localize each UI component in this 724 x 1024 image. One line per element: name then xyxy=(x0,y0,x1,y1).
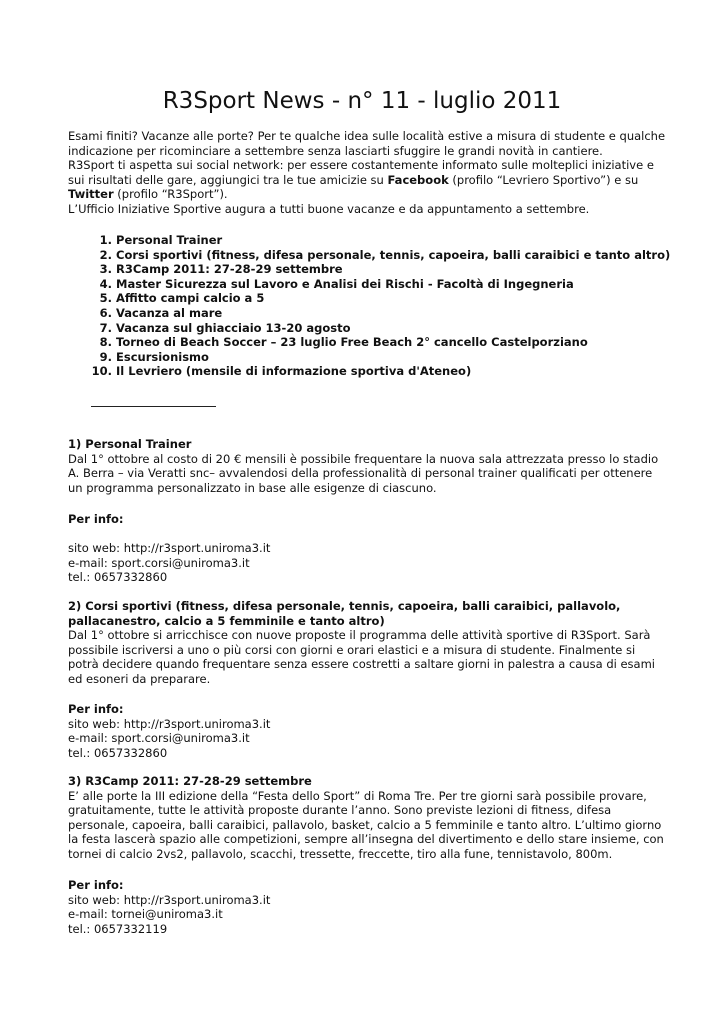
toc-item xyxy=(88,321,670,336)
toc-text: Vacanza sul ghiacciaio 13-20 agosto xyxy=(116,320,351,335)
toc-number: 8. xyxy=(99,335,112,350)
section-body: Dal 1° ottobre al costo di 20 € mensili è possibile frequentare la nuova sala attrezzata presso lo stadio A. Berra – via Veratti snc– avvalendosi della professionalità di personal trainer qualificati per ottenere un programma personalizzato in base alle esigenze di ciascuno. xyxy=(68,451,659,495)
toc-text: Il Levriero (mensile di informazione sportiva d'Ateneo) xyxy=(116,364,472,379)
toc-item xyxy=(88,306,670,321)
toc-text: Corsi sportivi (fitness, difesa personale, tennis, capoeira, balli caraibici e tanto altro) xyxy=(116,247,671,262)
toc-text: Escursionismo xyxy=(116,349,209,364)
contact-details xyxy=(68,541,668,585)
toc-number: 2. xyxy=(99,247,112,262)
section-info xyxy=(68,512,668,527)
phone-number: tel.: 0657332119 xyxy=(68,921,168,936)
toc-text: Master Sicurezza sul Lavoro e Analisi dei Rischi - Facoltà di Ingegneria xyxy=(116,276,574,291)
social-text-a: R3Sport ti aspetta sui social network: per essere costantemente informato sulle molteplici iniziative e sui risultati delle gare, aggiungici tra le tue amicizie su xyxy=(68,158,654,187)
section-personal-trainer xyxy=(68,437,668,495)
social-text-c: (profilo “R3Sport”). xyxy=(113,187,228,202)
section-heading: 3) R3Camp 2011: 27-28-29 settembre xyxy=(68,774,312,788)
section-r3camp xyxy=(68,774,668,862)
toc-item xyxy=(88,262,670,277)
page-title: R3Sport News - n° 11 - luglio 2011 xyxy=(162,88,562,114)
toc-item xyxy=(88,277,670,292)
email-link[interactable]: e-mail: sport.corsi@uniroma3.it xyxy=(68,731,250,746)
toc-item xyxy=(88,364,670,379)
section-heading: 2) Corsi sportivi (fitness, difesa personale, tennis, capoeira, balli caraibici, pallavolo, pallacanestro, calcio a 5 femminile e tanto altro) xyxy=(68,599,621,628)
toc-text: Vacanza al mare xyxy=(116,305,223,320)
phone-number: tel.: 0657332860 xyxy=(68,570,168,585)
toc-number: 5. xyxy=(99,291,112,306)
toc-number: 3. xyxy=(99,262,112,277)
toc-text: Affitto campi calcio a 5 xyxy=(116,291,265,306)
email-link[interactable]: e-mail: sport.corsi@uniroma3.it xyxy=(68,555,250,570)
section-body: Dal 1° ottobre si arricchisce con nuove proposte il programma delle attività sportive di R3Sport. Sarà possibile iscriversi a uno o più corsi con giorni e orari elastici e a misura di studente. Finalmente si potrà decidere quando frequentare senza essere costretti a saltare giorni in palestra a causa di esami ed esoneri da preparare. xyxy=(68,628,655,686)
email-link[interactable]: e-mail: tornei@uniroma3.it xyxy=(68,907,223,922)
twitter-label: Twitter xyxy=(68,187,114,202)
toc-item xyxy=(88,335,670,350)
section-heading: 1) Personal Trainer xyxy=(68,437,192,451)
toc-item xyxy=(88,233,670,248)
toc-item xyxy=(88,291,670,306)
info-label: Per info: xyxy=(68,702,124,716)
toc-text: Torneo di Beach Soccer – 23 luglio Free Beach 2° cancello Castelporziano xyxy=(116,335,588,350)
website-link[interactable]: sito web: http://r3sport.uniroma3.it xyxy=(68,892,271,907)
info-label: Per info: xyxy=(68,878,124,892)
website-link[interactable]: sito web: http://r3sport.uniroma3.it xyxy=(68,716,271,731)
toc-text: Personal Trainer xyxy=(116,233,223,247)
intro-section xyxy=(68,129,668,217)
toc-number: 7. xyxy=(99,320,112,335)
toc-number: 10. xyxy=(91,364,112,379)
section-corsi-sportivi xyxy=(68,599,668,687)
website-link[interactable]: sito web: http://r3sport.uniroma3.it xyxy=(68,541,271,555)
contact-details xyxy=(68,878,668,936)
toc-item xyxy=(88,350,670,365)
table-of-contents xyxy=(88,233,670,379)
separator-line xyxy=(91,406,216,407)
intro-paragraph: Esami finiti? Vacanze alle porte? Per te qualche idea sulle località estive a misura di studente e qualche indicazione per ricominciare a settembre senza lasciarti sfuggire le grandi novità in cantiere. xyxy=(68,129,666,158)
phone-number: tel.: 0657332860 xyxy=(68,745,168,760)
greeting-paragraph: L’Ufficio Iniziative Sportive augura a tutti buone vacanze e da appuntamento a settembre. xyxy=(68,201,590,216)
social-text-b: (profilo “Levriero Sportivo”) e su xyxy=(448,172,639,187)
contact-details xyxy=(68,702,668,760)
toc-item xyxy=(88,248,670,263)
social-paragraph xyxy=(68,158,668,202)
section-body: E’ alle porte la III edizione della “Festa dello Sport” di Roma Tre. Per tre giorni sarà possibile provare, gratuitamente, tutte le attività proposte durante l’anno. Sono previste lezioni di fitness, difesa personale, capoeira, balli caraibici, pallavolo, basket, calcio a 5 femminile e tanto altro. L’ultimo giorno la festa lascerà spazio alle competizioni, sempre all’insegna del divertimento e dello stare insieme, con tornei di calcio 2vs2, pallavolo, scacchi, tressette, freccette, tiro alla fune, tennistavolo, 800m. xyxy=(68,788,664,861)
facebook-label: Facebook xyxy=(387,172,449,187)
toc-number: 4. xyxy=(99,276,112,291)
toc-number: 9. xyxy=(99,349,112,364)
toc-number: 6. xyxy=(99,305,112,320)
toc-text: R3Camp 2011: 27-28-29 settembre xyxy=(116,262,343,277)
toc-number: 1. xyxy=(99,233,112,247)
info-label: Per info: xyxy=(68,512,124,526)
